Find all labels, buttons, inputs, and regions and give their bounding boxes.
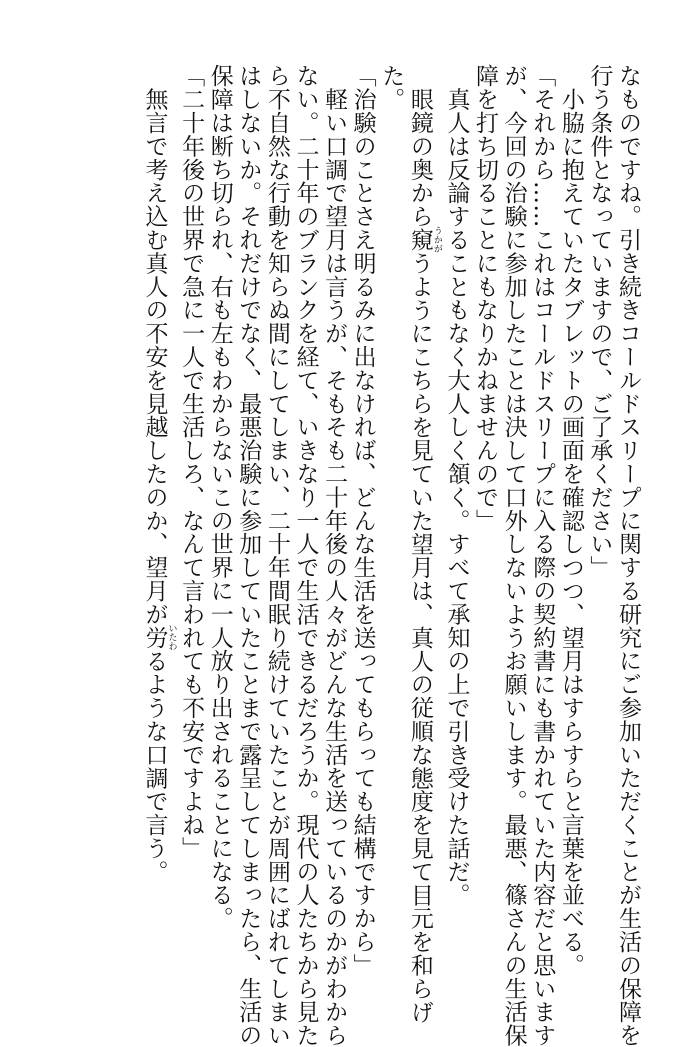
text-line-5: が、今回の治験に参加したことは決して口外しないようお願いします。最悪、篠さんの生活保: [500, 64, 527, 1047]
text-line-11: 軽い口調で望月は言うが、そもそも二十年後の人々がどんな生活を送っているのかがわから: [321, 64, 348, 1047]
text-line-17-after: るような口調で言う。: [141, 649, 168, 884]
text-line-13: ら不自然な行動を知らぬ間にしてしまい、二十年間眠り続けていたことが周囲にばれてしまい: [263, 64, 290, 1047]
text-line-7: 真人は反論することもなく大人しく頷く。すべて承知の上で引き受けた話だ。: [443, 64, 470, 907]
text-line-2: 行う条件となっていますので、ご了承ください」: [586, 64, 613, 579]
ruby-base: 窺: [406, 226, 433, 254]
text-line-3: 小脇に抱えていたタブレットの画面を確認しつつ、望月はすらすらと言葉を並べる。: [557, 64, 584, 977]
text-line-17-before: 無言で考え込む真人の不安を見越したのか、望月が: [141, 64, 168, 626]
ruby-base: 労: [141, 623, 168, 651]
text-line-8: [405, 64, 442, 1024]
text-line-17: [140, 64, 177, 964]
ruby-kukagau: [406, 226, 442, 254]
text-line-8-after: うようにこちらを見ていた望月は、真人の従順な態度を見て目元を和らげ: [406, 251, 433, 1024]
text-line-4: 「それから……これはコールドスリープに入る際の契約書にも書かれていた内容だと思います: [529, 64, 556, 1047]
vertical-text-body: [140, 64, 642, 1047]
text-line-6: 障を打ち切ることにもなりかねませんので」: [472, 64, 499, 532]
text-line-12: ない。二十年のブランクを経て、いきなり一人で生活できるだろうか。現代の人たちから見た: [292, 64, 319, 1047]
text-line-14: はしないか。それだけでなく、最悪治験に参加していたことまで露呈してしまったら、生活の: [235, 64, 262, 1047]
ruby-reading: いたわ: [166, 623, 177, 651]
ruby-itawaru: [141, 623, 177, 651]
text-line-8-before: 眼鏡の奥から: [406, 64, 433, 228]
ruby-reading: うかが: [431, 226, 442, 254]
text-line-10: 「治験のことさえ明るみに出なければ、どんな生活を送ってもらっても結構ですから」: [349, 64, 376, 977]
text-line-15: 保障は断ち切られ、右も左もわからないこの世界に一人放り出されることになる。: [206, 64, 233, 930]
text-line-16: 「二十年後の世界で急に一人で生活しろ、なんて言われても不安ですよね」: [178, 64, 205, 860]
text-line-1: なものですね。引き続きコールドスリープに関する研究にご参加いただくことが生活の保障を: [615, 64, 641, 1047]
text-line-9: た。: [378, 64, 405, 111]
